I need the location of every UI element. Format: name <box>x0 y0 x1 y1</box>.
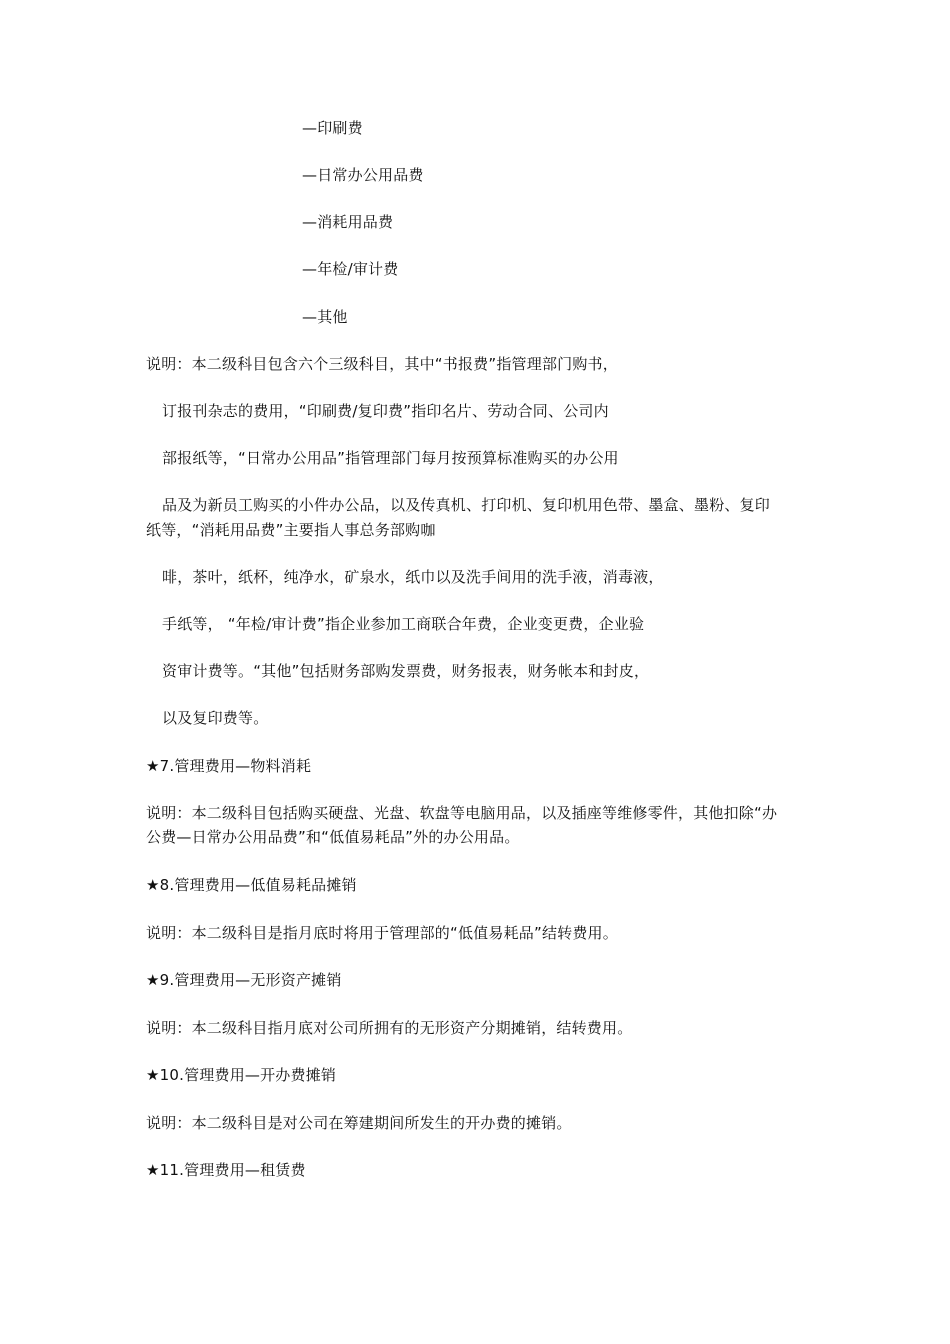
section-description: 说明：本二级科目指月底对公司所拥有的无形资产分期摊销，结转费用。 <box>146 1019 633 1037</box>
sub-item-daily-office: —日常办公用品费 <box>302 166 424 184</box>
section-description: 公费—日常办公用品费”和“低值易耗品”外的办公用品。 <box>146 828 520 846</box>
section-description: 说明：本二级科目包括购买硬盘、光盘、软盘等电脑用品，以及插座等维修零件，其他扣除“办 <box>146 804 778 822</box>
section-description: 说明：本二级科目是对公司在筹建期间所发生的开办费的摊销。 <box>146 1114 572 1132</box>
explanation-line: 资审计费等。“其他”包括财务部购发票费，财务报表，财务帐本和封皮， <box>162 662 650 680</box>
section-heading: ★9.管理费用—无形资产摊销 <box>146 971 342 989</box>
sub-item-printing: —印刷费 <box>302 119 363 137</box>
explanation-line: 部报纸等，“日常办公用品”指管理部门每月按预算标准购买的办公用 <box>162 449 619 467</box>
explanation-line: 品及为新员工购买的小件办公品，以及传真机、打印机、复印机用色带、墨盒、墨粉、复印 <box>162 496 771 514</box>
explanation-line: 订报刊杂志的费用，“印刷费/复印费”指印名片、劳动合同、公司内 <box>162 402 609 420</box>
sub-item-other: —其他 <box>302 308 348 326</box>
section-heading: ★11.管理费用—租赁费 <box>146 1161 306 1179</box>
explanation-line: 纸等，“消耗用品费”主要指人事总务部购咖 <box>146 521 436 539</box>
sub-item-consumables: —消耗用品费 <box>302 213 394 231</box>
section-description: 说明：本二级科目是指月底时将用于管理部的“低值易耗品”结转费用。 <box>146 924 618 942</box>
section-heading: ★10.管理费用—开办费摊销 <box>146 1066 337 1084</box>
explanation-line: 以及复印费等。 <box>162 709 269 727</box>
explanation-line: 说明：本二级科目包含六个三级科目，其中“书报费”指管理部门购书， <box>146 355 618 373</box>
sub-item-annual-audit: —年检/审计费 <box>302 260 399 278</box>
section-heading: ★7.管理费用—物料消耗 <box>146 757 312 775</box>
explanation-line: 手纸等， “年检/审计费”指企业参加工商联合年费，企业变更费，企业验 <box>162 615 645 633</box>
explanation-line: 啡，茶叶，纸杯，纯净水，矿泉水，纸巾以及洗手间用的洗手液，消毒液， <box>162 568 664 586</box>
section-heading: ★8.管理费用—低值易耗品摊销 <box>146 876 357 894</box>
